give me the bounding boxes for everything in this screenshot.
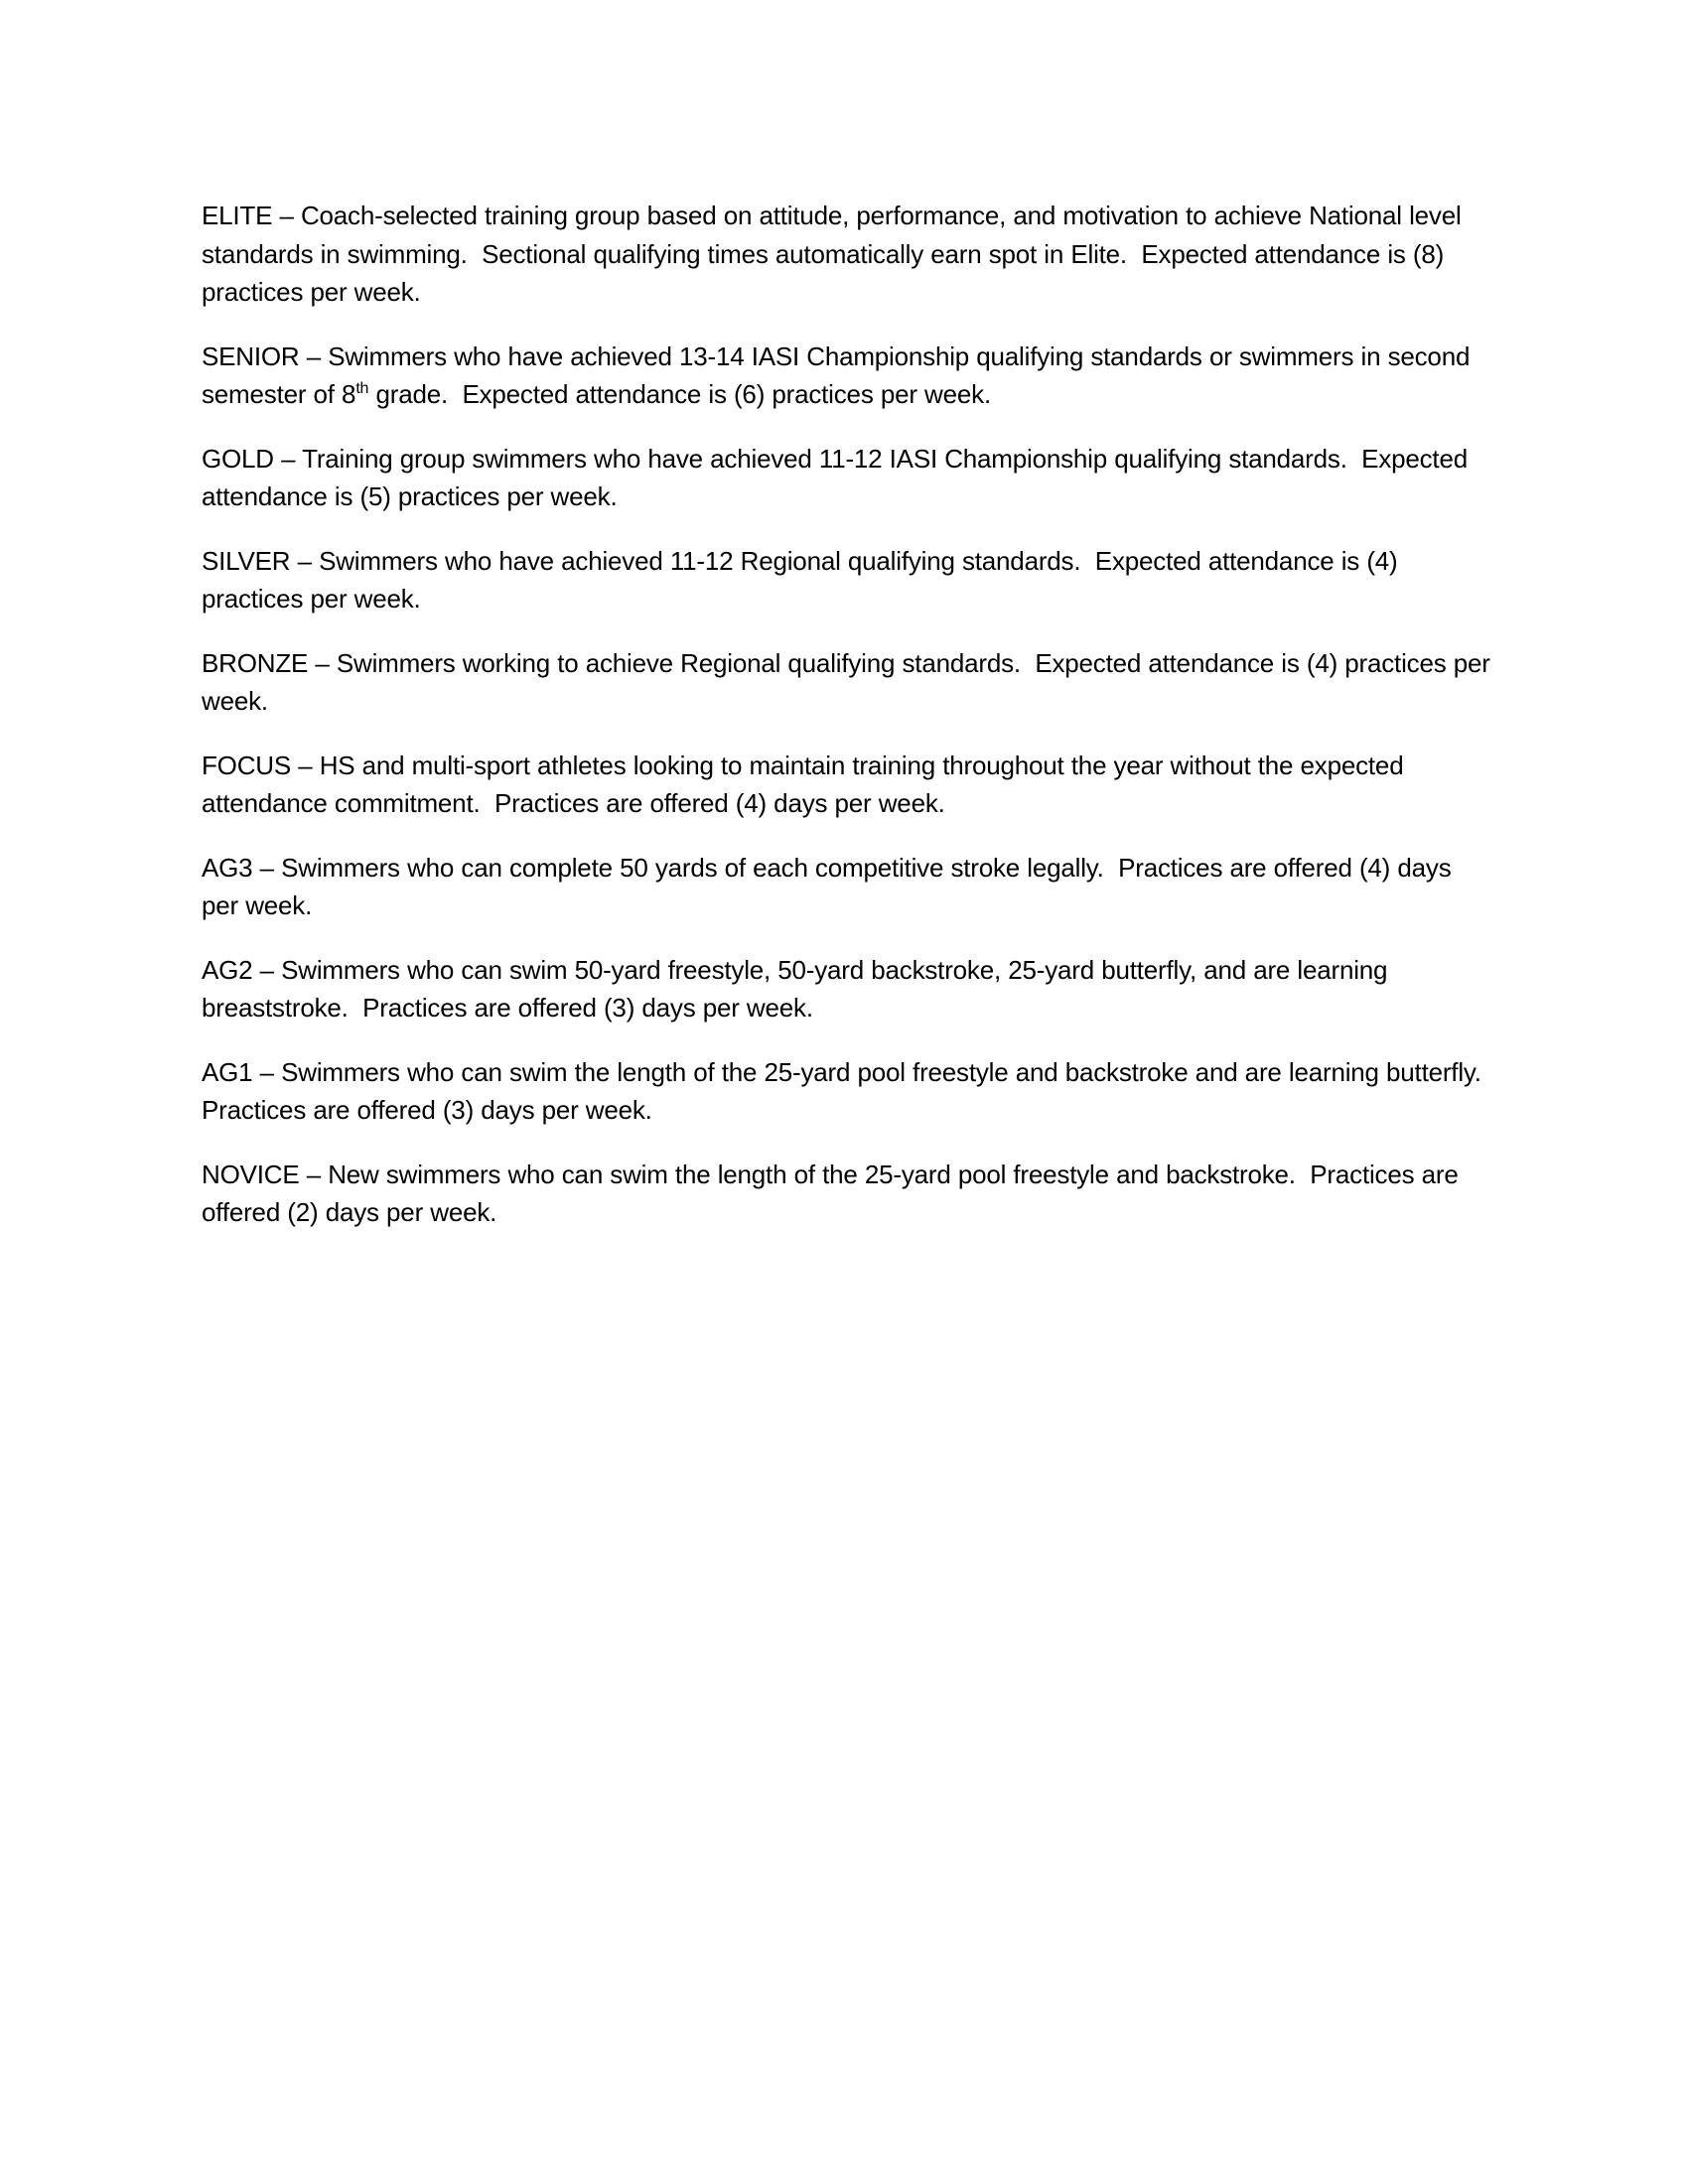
superscript-th: th — [355, 380, 369, 397]
paragraph-gold: GOLD – Training group swimmers who have achieved 11-12 IASI Championship qualifying standards. Expected attendance is (5) practices per week. — [202, 443, 1476, 511]
paragraph-focus: FOCUS – HS and multi-sport athletes looking to maintain training throughout the year without the expected attendance commitment. Practices are offered (4) days per week. — [202, 750, 1411, 818]
paragraph-novice: NOVICE – New swimmers who can swim the length of the 25-yard pool freestyle and backstroke. Practices are offered (2) days per week. — [202, 1159, 1466, 1227]
paragraph-senior-text-after: grade. Expected attendance is (6) practices per week. — [368, 379, 991, 409]
paragraph-senior-text-before: SENIOR – Swimmers who have achieved 13-14 IASI Championship qualifying standards or swimmers in second semester of 8 — [202, 341, 1477, 409]
paragraph-bronze: BRONZE – Swimmers working to achieve Regional qualifying standards. Expected attendance is (4) practices per week. — [202, 647, 1497, 716]
document-body — [202, 197, 1497, 1232]
paragraph-senior — [202, 338, 1492, 414]
paragraph-ag1: AG1 – Swimmers who can swim the length of the 25-yard pool freestyle and backstroke and are learning butterfly. Practices are offered (3) days per week. — [202, 1056, 1496, 1125]
paragraph-silver: SILVER – Swimmers who have achieved 11-12 Regional qualifying standards. Expected attendance is (4) practices per week. — [202, 545, 1405, 614]
paragraph-elite: ELITE – Coach-selected training group based on attitude, performance, and motivation to achieve National level standards in swimming. Sectional qualifying times automatically earn spot in Elite. Expected attendance is (8) practices per week. — [202, 201, 1469, 307]
paragraph-ag3: AG3 – Swimmers who can complete 50 yards of each competitive stroke legally. Practices are offered (4) days per week. — [202, 852, 1459, 920]
paragraph-ag2: AG2 – Swimmers who can swim 50-yard freestyle, 50-yard backstroke, 25-yard butterfly, and are learning breaststroke. Practices are offered (3) days per week. — [202, 954, 1395, 1023]
